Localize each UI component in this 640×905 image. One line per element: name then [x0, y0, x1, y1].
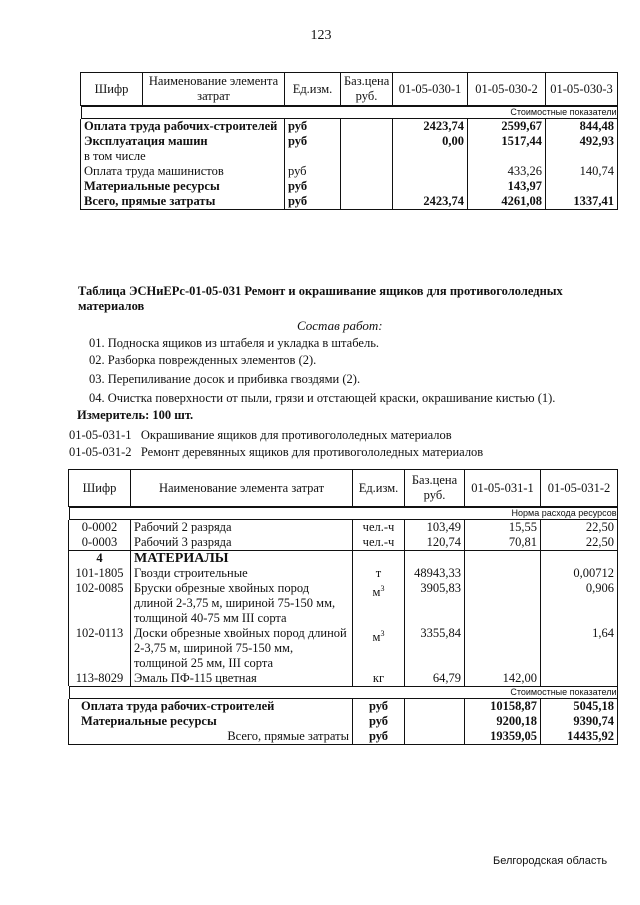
- work-item: 02. Разборка поврежденных элементов (2).: [89, 353, 317, 367]
- resource-table-031: Шифр Наименование элемента затрат Ед.изм. Баз.цена руб. 01-05-031-1 01-05-031-2 Норма расхода ресурсов 0-0002 Рабочий 2 разряда чел.-ч 103,49 15,55 22,50 0-0003 Рабочий 3 разряда чел.-ч 120,74 70,81 22,50 4 МАТЕРИАЛЫ 101-1805 Гвозди строительные т 48943,33 0,00712 102-0085 Бруски обрезные хвойных пород длиной 2-3,75 м, шириной 75-150 мм, толщиной 40-75 мм III сорта $м^3$ 3905,83 0,906 102-0113 Доски обрезные хвойных пород длиной 2-3,75 м, шириной 75-150 мм, толщиной 25 мм, III сорта $м^3$ 3355,84 1,64 113-8029 Эмаль ПФ-115 цветная кг 64,79 142,00 Стоимостные показатели Оплата труда рабочих-строителей руб 10158,87 5045,18 Материальные ресурсы руб 9200,18 9390,74 Всего, прямые затраты руб 19359,05 14435,92: [68, 469, 618, 745]
- table-row-code: 101-1805: [69, 566, 131, 581]
- header-col2: 01-05-030-2: [468, 73, 546, 106]
- work-item: 04. Очистка поверхности от пыли, грязи и отстающей краски, окрашивание кистью (1).: [89, 391, 556, 405]
- header-price: Баз.цена руб.: [341, 73, 393, 106]
- table-row-code: 102-0085: [69, 581, 131, 626]
- table-row-label: Эксплуатация машин: [81, 134, 285, 149]
- table-row-label: Всего, прямые затраты: [81, 194, 285, 210]
- table-row-label: Рабочий 3 разряда: [131, 535, 353, 551]
- header-col1: 01-05-030-1: [393, 73, 468, 106]
- work-item: 01. Подноска ящиков из штабеля и укладка в штабель.: [89, 336, 380, 350]
- header-name: Наименование элемента затрат: [143, 73, 285, 106]
- table-row-code: 0-0002: [69, 520, 131, 535]
- table-row-label: Эмаль ПФ-115 цветная: [131, 671, 353, 686]
- code-line: 01-05-031-1 Окрашивание ящиков для противогололедных материалов: [69, 428, 452, 442]
- header-code: Шифр: [81, 73, 143, 106]
- total-row-label: Материальные ресурсы: [69, 714, 353, 729]
- table-row-label: Гвозди строительные: [131, 566, 353, 581]
- table-row-label: Оплата труда рабочих-строителей: [81, 119, 285, 134]
- work-item: 03. Перепиливание досок и прибивка гвоздями (2).: [89, 372, 361, 386]
- table-row-label: МАТЕРИАЛЫ: [131, 551, 353, 567]
- table-row-label: Оплата труда машинистов: [81, 164, 285, 179]
- cost-label: Стоимостные показатели: [69, 686, 618, 699]
- header-unit: Ед.изм.: [353, 470, 405, 507]
- cost-table-030: Шифр Наименование элемента затрат Ед.изм. Баз.цена руб. 01-05-030-1 01-05-030-2 01-05-030-3 Стоимостные показатели Оплата труда рабочих-строителей руб 2423,74 2599,67 844,48 Эксплуатация машин руб 0,00 1517,44 492,93 в том числе Оплата труда машинистов руб 433,26 140,74 Материальные ресурсы руб 143,97 Всего, прямые затраты руб 2423,74 4261,08 1337,41: [80, 72, 618, 210]
- section-label: Стоимостные показатели: [81, 106, 618, 119]
- header-price: Баз.цена руб.: [405, 470, 465, 507]
- table-row-label: в том числе: [81, 149, 285, 164]
- header-col1: 01-05-031-1: [465, 470, 541, 507]
- code-line: 01-05-031-2 Ремонт деревянных ящиков для противогололедных материалов: [69, 445, 484, 459]
- total-row-label: Всего, прямые затраты: [69, 729, 353, 745]
- table-row-label: Бруски обрезные хвойных пород длиной 2-3,75 м, шириной 75-150 мм, толщиной 40-75 мм III сорта: [131, 581, 353, 626]
- page-number: 123: [310, 28, 332, 43]
- header-col3: 01-05-030-3: [546, 73, 618, 106]
- header-code: Шифр: [69, 470, 131, 507]
- table-row-code: 113-8029: [69, 671, 131, 686]
- work-heading: Состав работ:: [297, 318, 383, 333]
- table-title: Таблица ЭСНиЕРс-01-05-031 Ремонт и окрашивание ящиков для противогололедных материалов: [78, 284, 563, 313]
- table-row-label: Рабочий 2 разряда: [131, 520, 353, 535]
- table-row-code: 102-0113: [69, 626, 131, 671]
- table-row-code: 4: [69, 551, 131, 567]
- table-row-label: Доски обрезные хвойных пород длиной 2-3,75 м, шириной 75-150 мм, толщиной 25 мм, III сорта: [131, 626, 353, 671]
- header-col2: 01-05-031-2: [541, 470, 618, 507]
- footer-region: Белгородская область: [493, 855, 608, 867]
- table-row-code: 0-0003: [69, 535, 131, 551]
- header-name: Наименование элемента затрат: [131, 470, 353, 507]
- table-row-label: Материальные ресурсы: [81, 179, 285, 194]
- meter: Измеритель: 100 шт.: [77, 408, 194, 422]
- total-row-label: Оплата труда рабочих-строителей: [69, 699, 353, 714]
- norm-label: Норма расхода ресурсов: [69, 507, 618, 520]
- header-unit: Ед.изм.: [285, 73, 341, 106]
